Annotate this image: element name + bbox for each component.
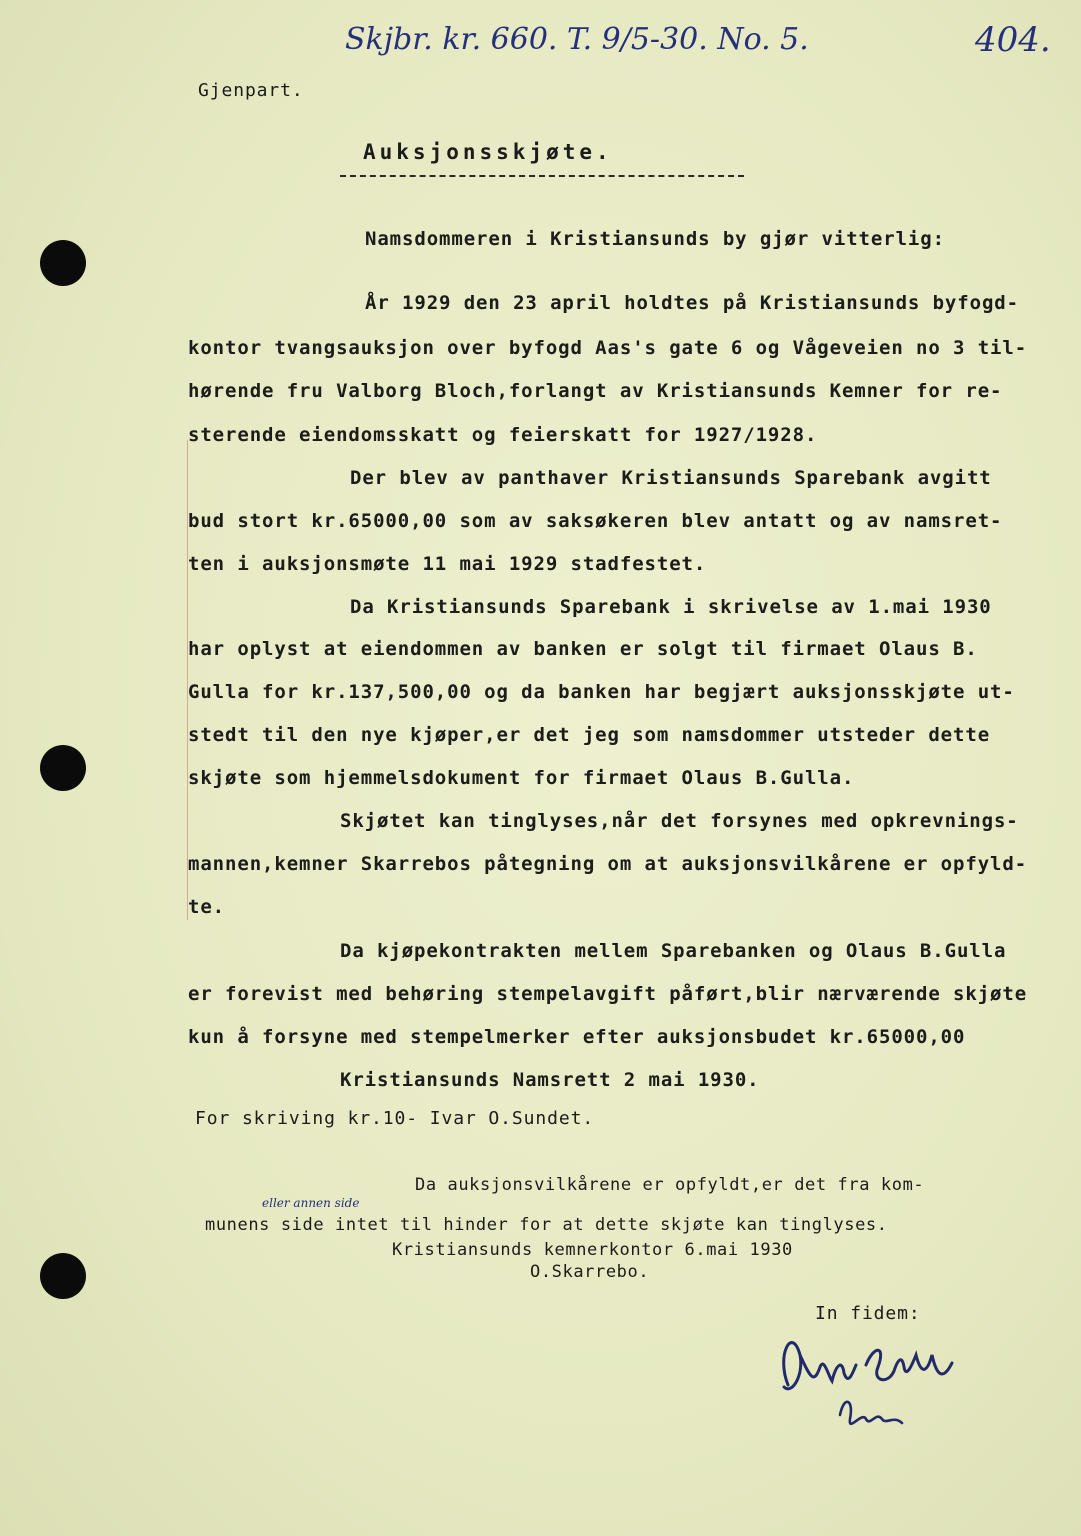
text-line: kun å forsyne med stempelmerker efter auksjonsbudet kr.65000,00 [188,1026,966,1048]
document-title: Auksjonsskjøte. [363,140,613,164]
text-line: stedt til den nye kjøper,er det jeg som namsdommer utsteder dette [188,724,991,746]
page-number: 404. [975,20,1051,60]
handwritten-reference: Skjbr. kr. 660. T. 9/5-30. No. 5. [345,22,809,57]
endorsement-line: Kristiansunds kemnerkontor 6.mai 1930 [392,1240,793,1260]
text-line: Gulla for kr.137,500,00 og da banken har begjært auksjonsskjøte ut- [188,681,1015,703]
text-line: Namsdommeren i Kristiansunds by gjør vitterlig: [365,228,945,250]
doc-label: Gjenpart. [198,80,304,101]
text-line: har oplyst at eiendommen av banken er solgt til firmaet Olaus B. [188,638,978,660]
handwritten-insert: eller annen side [262,1196,360,1210]
text-line: ten i auksjonsmøte 11 mai 1929 stadfestet. [188,553,707,575]
text-line: Da kjøpekontrakten mellem Sparebanken og Olaus B.Gulla [340,940,1007,962]
punch-hole [40,1253,86,1299]
text-line: For skriving kr.10- Ivar O.Sundet. [195,1108,595,1129]
text-line: sterende eiendomsskatt og feierskatt for 1927/1928. [188,424,818,446]
punch-hole [40,240,86,286]
text-line: skjøte som hjemmelsdokument for firmaet Olaus B.Gulla. [188,767,855,789]
text-line: kontor tvangsauksjon over byfogd Aas's gate 6 og Vågeveien no 3 til- [188,337,1028,359]
punch-hole [40,745,86,791]
text-line: Da Kristiansunds Sparebank i skrivelse av 1.mai 1930 [350,596,992,618]
text-line: te. [188,896,226,918]
endorsement-line: Da auksjonsvilkårene er opfyldt,er det fra kom- [415,1175,925,1195]
text-line: bud stort kr.65000,00 som av saksøkeren blev antatt og av namsret- [188,510,1003,532]
endorsement-line: munens side intet til hinder for at dette skjøte kan tinglyses. [205,1215,888,1235]
text-line: er forevist med behøring stempelavgift påført,blir nærværende skjøte [188,983,1028,1005]
title-underline [340,175,744,177]
text-line: År 1929 den 23 april holdtes på Kristiansunds byfogd- [365,292,1019,314]
text-line: hørende fru Valborg Bloch,forlangt av Kristiansunds Kemner for re- [188,380,1003,402]
endorsement-line: O.Skarrebo. [530,1262,650,1282]
handwritten-signature [770,1315,970,1445]
closing-text: In fidem: [815,1303,921,1324]
text-line: Skjøtet kan tinglyses,når det forsynes med opkrevnings- [340,810,1019,832]
text-line: Der blev av panthaver Kristiansunds Sparebank avgitt [350,467,992,489]
text-line: Kristiansunds Namsrett 2 mai 1930. [340,1069,760,1091]
text-line: mannen,kemner Skarrebos påtegning om at auksjonsvilkårene er opfyld- [188,853,1028,875]
